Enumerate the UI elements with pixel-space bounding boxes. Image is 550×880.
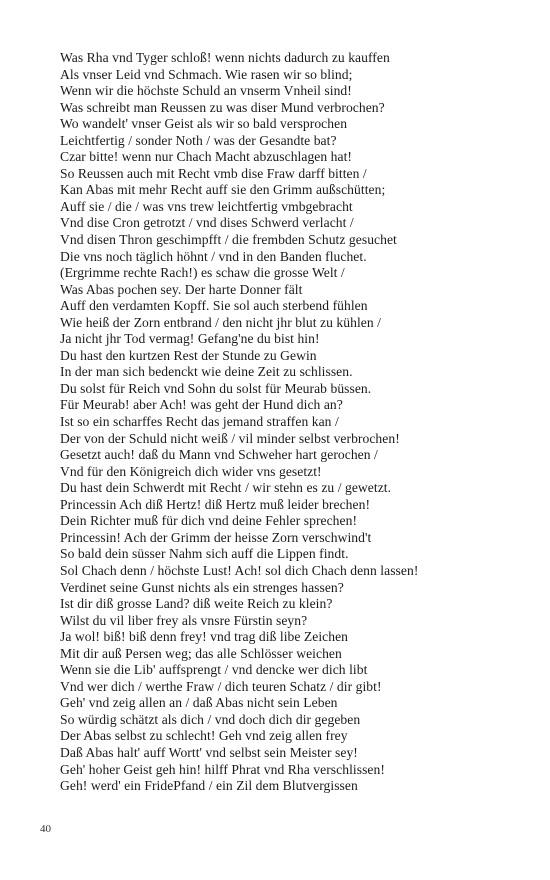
verse-line: In der man sich bedenckt wie deine Zeit zu schlissen. xyxy=(60,364,353,380)
verse-line: Der von der Schuld nicht weiß / vil minder selbst verbrochen! xyxy=(60,430,400,446)
verse-line: Daß Abas halt' auff Wortt' vnd selbst sein Meister sey! xyxy=(60,744,358,760)
verse-line: Du solst für Reich vnd Sohn du solst für Meurab büssen. xyxy=(60,380,372,396)
verse-line: Geh! werd' ein FridePfand / ein Zil dem Blutvergissen xyxy=(60,778,358,794)
verse-line: Ist so ein scharffes Recht das jemand straffen kan / xyxy=(60,414,339,430)
page-number: 40 xyxy=(40,823,51,835)
verse-line: Vnd dise Cron getrotzt / vnd dises Schwerd verlacht / xyxy=(60,215,354,231)
verse-line: Dein Richter muß für dich vnd deine Fehler sprechen! xyxy=(60,513,358,529)
verse-line: Auff sie / die / was vns trew leichtfertig vmbgebracht xyxy=(60,198,353,214)
verse-line: Als vnser Leid vnd Schmach. Wie rasen wir so blind; xyxy=(60,66,353,82)
verse-line: So würdig schätzt als dich / vnd doch dich dir gegeben xyxy=(60,711,361,727)
verse-line: Wie heiß der Zorn entbrand / den nicht jhr blut zu kühlen / xyxy=(60,314,382,330)
verse-line: So bald dein süsser Nahm sich auff die Lippen findt. xyxy=(60,546,349,562)
verse-line: Wenn sie die Lib' auffsprengt / vnd dencke wer dich libt xyxy=(60,662,368,678)
verse-line: Vnd wer dich / werthe Fraw / dich teuren Schatz / dir gibt! xyxy=(60,678,382,694)
verse-line: Die vns noch täglich höhnt / vnd in den Banden fluchet. xyxy=(60,248,367,264)
verse-line: Was schreibt man Reussen zu was diser Mund verbrochen? xyxy=(60,99,385,115)
verse-line: Der Abas selbst zu schlecht! Geh vnd zeig allen frey xyxy=(60,728,348,744)
verse-line: Princessin Ach diß Hertz! diß Hertz muß leider brechen! xyxy=(60,496,371,512)
verse-line: So Reussen auch mit Recht vmb dise Fraw darff bitten / xyxy=(60,165,367,181)
verse-line: Wenn wir die höchste Schuld an vnserm Vnheil sind! xyxy=(60,83,352,99)
verse-line: Auff den verdamten Kopff. Sie sol auch sterbend fühlen xyxy=(60,298,368,314)
verse-line: Wilst du vil liber frey als vnsre Fürstin seyn? xyxy=(60,612,308,628)
verse-line: Wo wandelt' vnser Geist als wir so bald versprochen xyxy=(60,116,348,132)
verse-line: Kan Abas mit mehr Recht auff sie den Grimm außschütten; xyxy=(60,182,386,198)
verse-line: Du hast dein Schwerdt mit Recht / wir stehn es zu / gewetzt. xyxy=(60,480,392,496)
verse-line: Mit dir auß Persen weg; das alle Schlösser weichen xyxy=(60,645,342,661)
verse-line: Vnd disen Thron geschimpfft / die frembden Schutz gesuchet xyxy=(60,232,397,248)
verse-line: Vnd für den Königreich dich wider vns gesetzt! xyxy=(60,463,322,479)
verse-line: Czar bitte! wenn nur Chach Macht abzuschlagen hat! xyxy=(60,149,353,165)
verse-line: Verdinet seine Gunst nichts als ein strenges hassen? xyxy=(60,579,344,595)
verse-line: Geh' hoher Geist geh hin! hilff Phrat vnd Rha verschlissen! xyxy=(60,761,385,777)
verse-line: Sol Chach denn / höchste Lust! Ach! sol dich Chach denn lassen! xyxy=(60,562,419,578)
verse-line: Geh' vnd zeig allen an / daß Abas nicht sein Leben xyxy=(60,695,338,711)
verse-line: Ja wol! biß! biß denn frey! vnd trag diß libe Zeichen xyxy=(60,629,349,645)
verse-line: Für Meurab! aber Ach! was geht der Hund dich an? xyxy=(60,397,343,413)
verse-line: Princessin! Ach der Grimm der heisse Zorn verschwind't xyxy=(60,529,372,545)
verse-line: Ist dir diß grosse Land? diß weite Reich zu klein? xyxy=(60,596,333,612)
verse-line: Gesetzt auch! daß du Mann vnd Schweher hart gerochen / xyxy=(60,447,378,463)
verse-text-block xyxy=(60,50,540,795)
verse-line: Du hast den kurtzen Rest der Stunde zu Gewin xyxy=(60,347,317,363)
verse-line: Was Rha vnd Tyger schloß! wenn nichts dadurch zu kauffen xyxy=(60,50,390,65)
verse-line: Was Abas pochen sey. Der harte Donner fält xyxy=(60,281,303,297)
verse-line: Leichtfertig / sonder Noth / was der Gesandte bat? xyxy=(60,132,337,148)
verse-line: Ja nicht jhr Tod vermag! Gefang'ne du bist hin! xyxy=(60,331,320,347)
verse-line: (Ergrimme rechte Rach!) es schaw die grosse Welt / xyxy=(60,265,345,281)
